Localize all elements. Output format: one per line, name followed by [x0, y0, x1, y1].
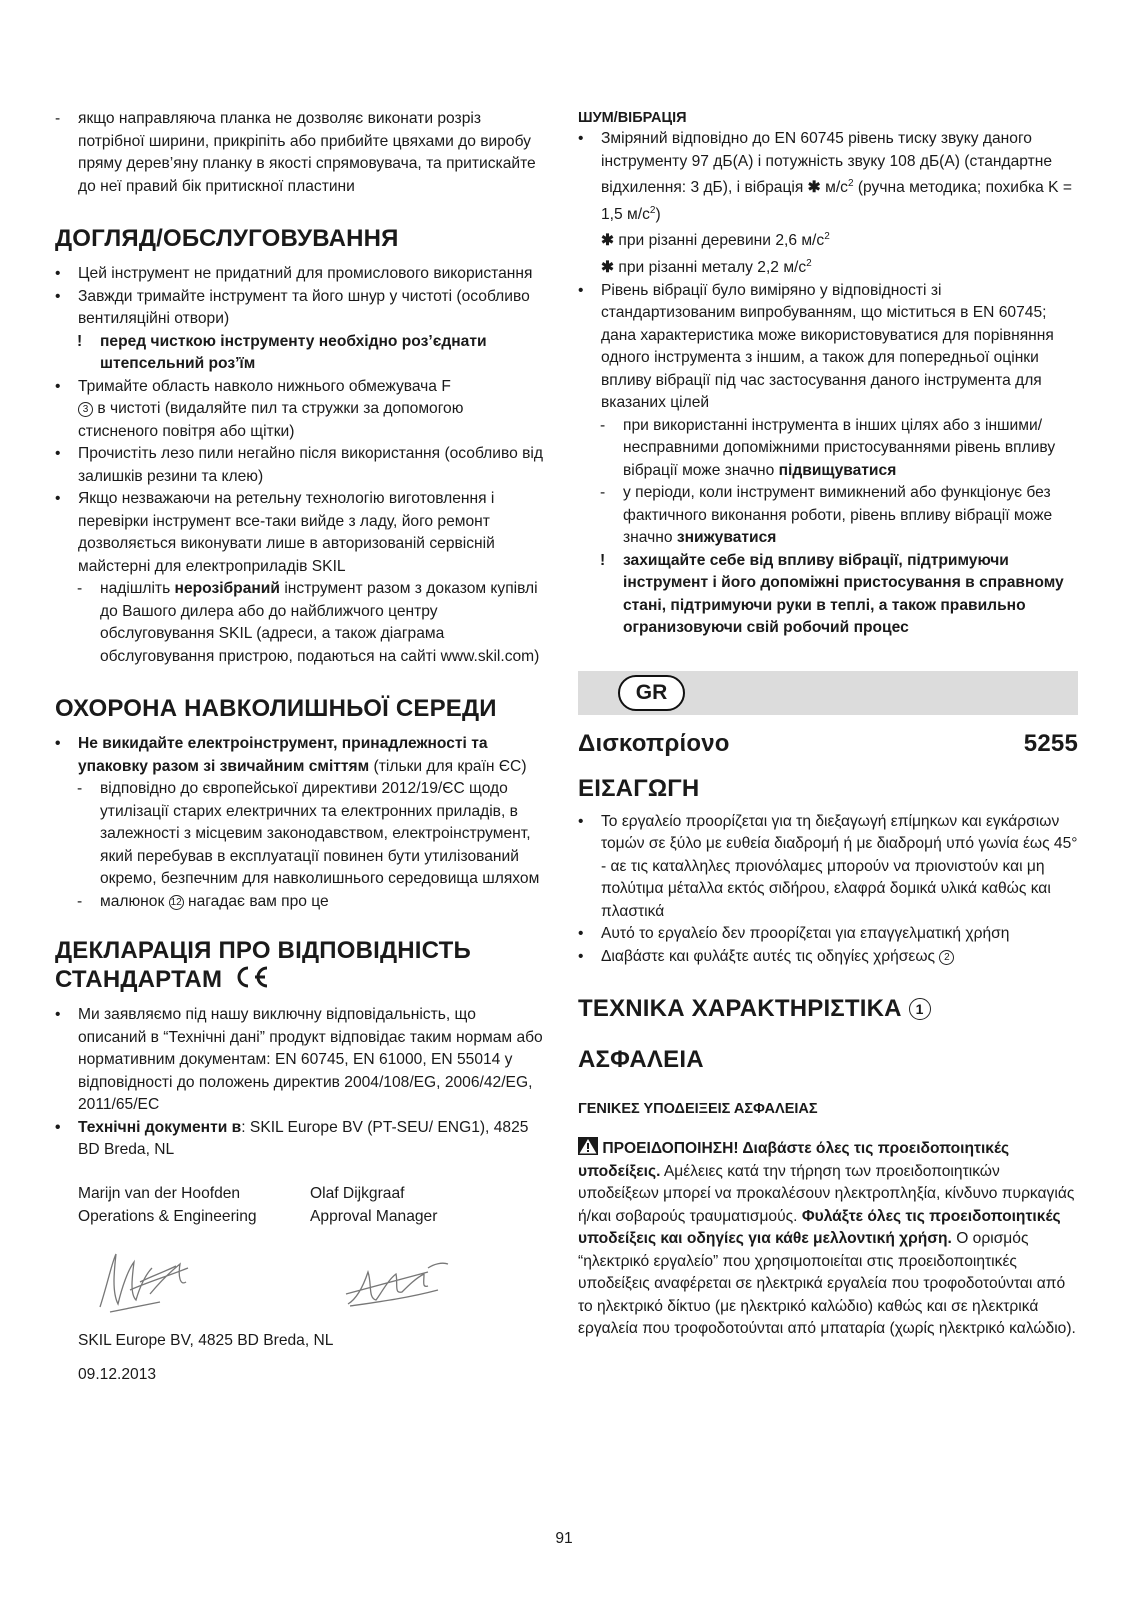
figure-ref-icon: 12 — [170, 896, 182, 908]
signer-role: Operations & Engineering — [78, 1207, 257, 1225]
company-address: SKIL Europe BV, 4825 BD Breda, NL — [78, 1331, 334, 1349]
list-item: • Завжди тримайте інструмент та його шнур у чистоті (особливо вентиляційні отвори) — [55, 287, 530, 327]
list-item: - надішліть нерозібраний інструмент разом з доказом купівлі до Вашого дилера або до найближчого центру обслуговування SKIL (адреси, а також діаграма обслуговування пристрою, подаються на сайті www.skil.com) — [77, 580, 540, 665]
declaration-date: 09.12.2013 — [78, 1366, 157, 1383]
signer-name: Marijn van der Hoofden — [78, 1184, 241, 1202]
vibration-wood: ✱ при різанні деревини 2,6 $м/с^2$ — [601, 231, 830, 250]
figure-ref-icon: 1 — [909, 998, 931, 1020]
warning-triangle-icon — [578, 1137, 598, 1155]
page-number: 91 — [555, 1530, 573, 1547]
list-item: • Тримайте область навколо нижнього обмежувача F 3 в чистоті (видаляйте пил та стружки за допомогою стисненого повітря або щітки) — [55, 377, 464, 440]
list-item: • Не викидайте електроінструмент, принадлежності та упаковку разом зі звичайним сміттям (тільки для країн ЄС) — [55, 735, 527, 775]
list-item: • Το εργαλείο προορίζεται για τη διεξαγωγή επίμηκων και εγκάρσιων τομών σε ξύλο με ευθεία διαδρομή ή με διαδρομή υπό γωνία έως 45° - αε τις καταλληλες πριονόλαμες μπορούν να πριονιστούν και μη πολύτιμα μέταλλα εκτός σιδήρου, ελαφρά δομικά υλικά καθώς και πλαστικά — [578, 812, 1078, 920]
product-title-row — [578, 730, 1078, 758]
language-badge: GR — [618, 675, 685, 711]
warning-note: ! захищайте себе від впливу вібрації, підтримуючи інструмент і його допоміжні пристосування в справному стані, підтримуючи руки в теплі, а також правильно огранизовуючи свій робочий процес — [600, 551, 1064, 637]
list-item: • Прочистіть лезо пили негайно після використання (особливо від залишків резини та клею) — [55, 445, 543, 485]
warning-note: ! перед чисткою інструменту необхідно роз’єднати штепсельний роз’їм — [77, 332, 487, 372]
language-band — [578, 671, 1078, 715]
figure-ref-icon: 3 — [78, 402, 93, 417]
list-item: • Ми заявляємо під нашу виключну відповідальність, що описаний в “Технічні дані” продукт відповідає таким нормам або нормативним документам: EN 60745, EN 61000, EN 55014 у відповідності до положень директив 2004/108/EG, 2006/42/EG, 2011/65/EC — [55, 1006, 543, 1113]
list-item: • Якщо незважаючи на ретельну технологію виготовлення і перевірки інструмент все-таки вийде з ладу, його ремонт дозволяється виконувати лише в авторизованій сервісній майстерні для електроприладів SKIL — [55, 490, 495, 575]
section-heading-maintenance: ДОГЛЯД/ОБСЛУГОВУВАННЯ — [55, 225, 399, 252]
section-heading-environment: ОХОРОНА НАВКОЛИШНЬОЇ СЕРЕДИ — [55, 695, 497, 722]
section-heading-general-safety: ΓΕΝΙΚΕΣ ΥΠΟΔΕΙΞΕΙΣ ΑΣΦΑΛΕΙΑΣ — [578, 1101, 818, 1118]
list-item: - відповідно до європейської директиви 2012/19/ЄС щодо утилізації старих електричних та електронних приладів, в залежності з місцевим законодавством, електроінструмент, який перебував в експлуатації повинен бути утилізований окремо, безпечним для навколишнього середовища шляхом — [77, 780, 540, 887]
product-code: 5255 — [1023, 729, 1078, 757]
list-item: • Цей інструмент не придатний для промислового використання — [55, 265, 533, 282]
figure-ref-icon: 2 — [939, 950, 954, 965]
list-item: • Зміряний відповідно до EN 60745 рівень тиску звуку даного інструменту 97 дБ(A) і потужність звуку 108 дБ(A) (стандартне відхилення: 3 дБ), і вібрація ✱ $м/с^2$ (ручна методика; похибка K = 1,5 $м/с^2$) — [578, 130, 1072, 223]
list-item: • Αυτό το εργαλείο δεν προορίζεται για επαγγελματική χρήση — [578, 925, 1010, 943]
list-item: - при використанні інструмента в інших цілях або з іншими/несправними допоміжними пристосуваннями рівень впливу вібрації може значно підвищуватися — [600, 416, 1056, 479]
list-item: • Διαβάστε και φυλάξτε αυτές τις οδηγίες χρήσεως 2 — [578, 946, 1078, 969]
signer-name: Olaf Dijkgraaf — [310, 1184, 405, 1202]
list-item: • Технічні документи в: SKIL Europe BV (PT-SEU/ ENG1), 4825 BD Breda, NL — [55, 1118, 529, 1158]
section-heading-intro: ΕΙΣΑΓΩΓΗ — [578, 774, 700, 802]
signer-role: Approval Manager — [310, 1207, 438, 1225]
signatures — [55, 1228, 545, 1328]
section-heading-safety: ΑΣΦΑΛΕΙΑ — [578, 1046, 704, 1074]
vibration-metal: ✱ при різанні металу 2,2 $м/с^2$ — [601, 258, 812, 277]
signature-icon — [90, 1242, 210, 1322]
product-title: Δισκοπρίονο — [578, 729, 730, 757]
list-item: - малюнок 12 нагадає вам про це — [77, 892, 329, 910]
asterisk-icon: ✱ — [601, 259, 615, 277]
left-column — [55, 108, 545, 1387]
list-item: - у періоди, коли інструмент вимикнений або функціонує без фактичного виконання роботи, рівень впливу вібрації може значно знижуватися — [600, 484, 1053, 547]
asterisk-icon: ✱ — [601, 232, 615, 250]
safety-warning-paragraph: ΠΡΟΕΙΔΟΠΟΙΗΣΗ! Διαβάστε όλες τις προειδοποιητικές υποδείξεις. Αμέλειες κατά την τήρηση των προειδοποιητικών υποδείξεων μπορεί να προκαλέσουν ηλεκτροπληξία, κίνδυνο πυρκαγιάς ή/και σοβαρούς τραυματισμούς. Φυλάξτε όλες τις προειδοποιητικές υποδείξεις και οδηγίες για κάθε μελλοντική χρήση. Ο ορισμός “ηλεκτρικό εργαλείο” που χρησιμοποιείται στις προειδοποιητικές υποδείξεις αναφέρεται σε ηλεκτρικά εργαλεία που τροφοδοτούνται από το ηλεκτρικό δίκτυο (με ηλεκτρικό καλώδιο) καθώς και σε ηλεκτρικά εργαλεία που τροφοδοτούνται από μπαταρία (χωρίς ηλεκτρικό καλώδιο). — [578, 1137, 1078, 1341]
list-item: - якщо направляюча планка не дозволяє виконати розріз потрібної ширини, прикріпіть або прибийте цвяхами до виробу пряму дерев’яну планку в якості спрямовувача, та притискайте до неї правий бік притискної пластини — [55, 110, 536, 195]
right-column — [578, 108, 1078, 1341]
section-heading-declaration: ДЕКЛАРАЦІЯ ПРО ВІДПОВІДНІСТЬ СТАНДАРТАМ — [55, 937, 471, 993]
signatories — [55, 1182, 545, 1228]
signature-icon — [338, 1254, 458, 1314]
ce-mark-icon — [233, 965, 271, 989]
asterisk-icon: ✱ — [807, 179, 821, 197]
list-item: • Рівень вібрації було виміряно у відповідності зі стандартизованим випробуванням, що міститься в EN 60745; дана характеристика може використовуватися для порівняння одного інструмента з іншим, а також для попередньої оцінки впливу вібрації під час застосування даного інструмента для вказаних цілей — [578, 281, 1054, 412]
section-heading-noise: ШУМ/ВІБРАЦІЯ — [578, 110, 687, 126]
section-heading-tech: ΤΕΧΝΙΚΑ ΧΑΡΑΚΤΗΡΙΣΤΙΚΑ 1 — [578, 995, 1078, 1023]
